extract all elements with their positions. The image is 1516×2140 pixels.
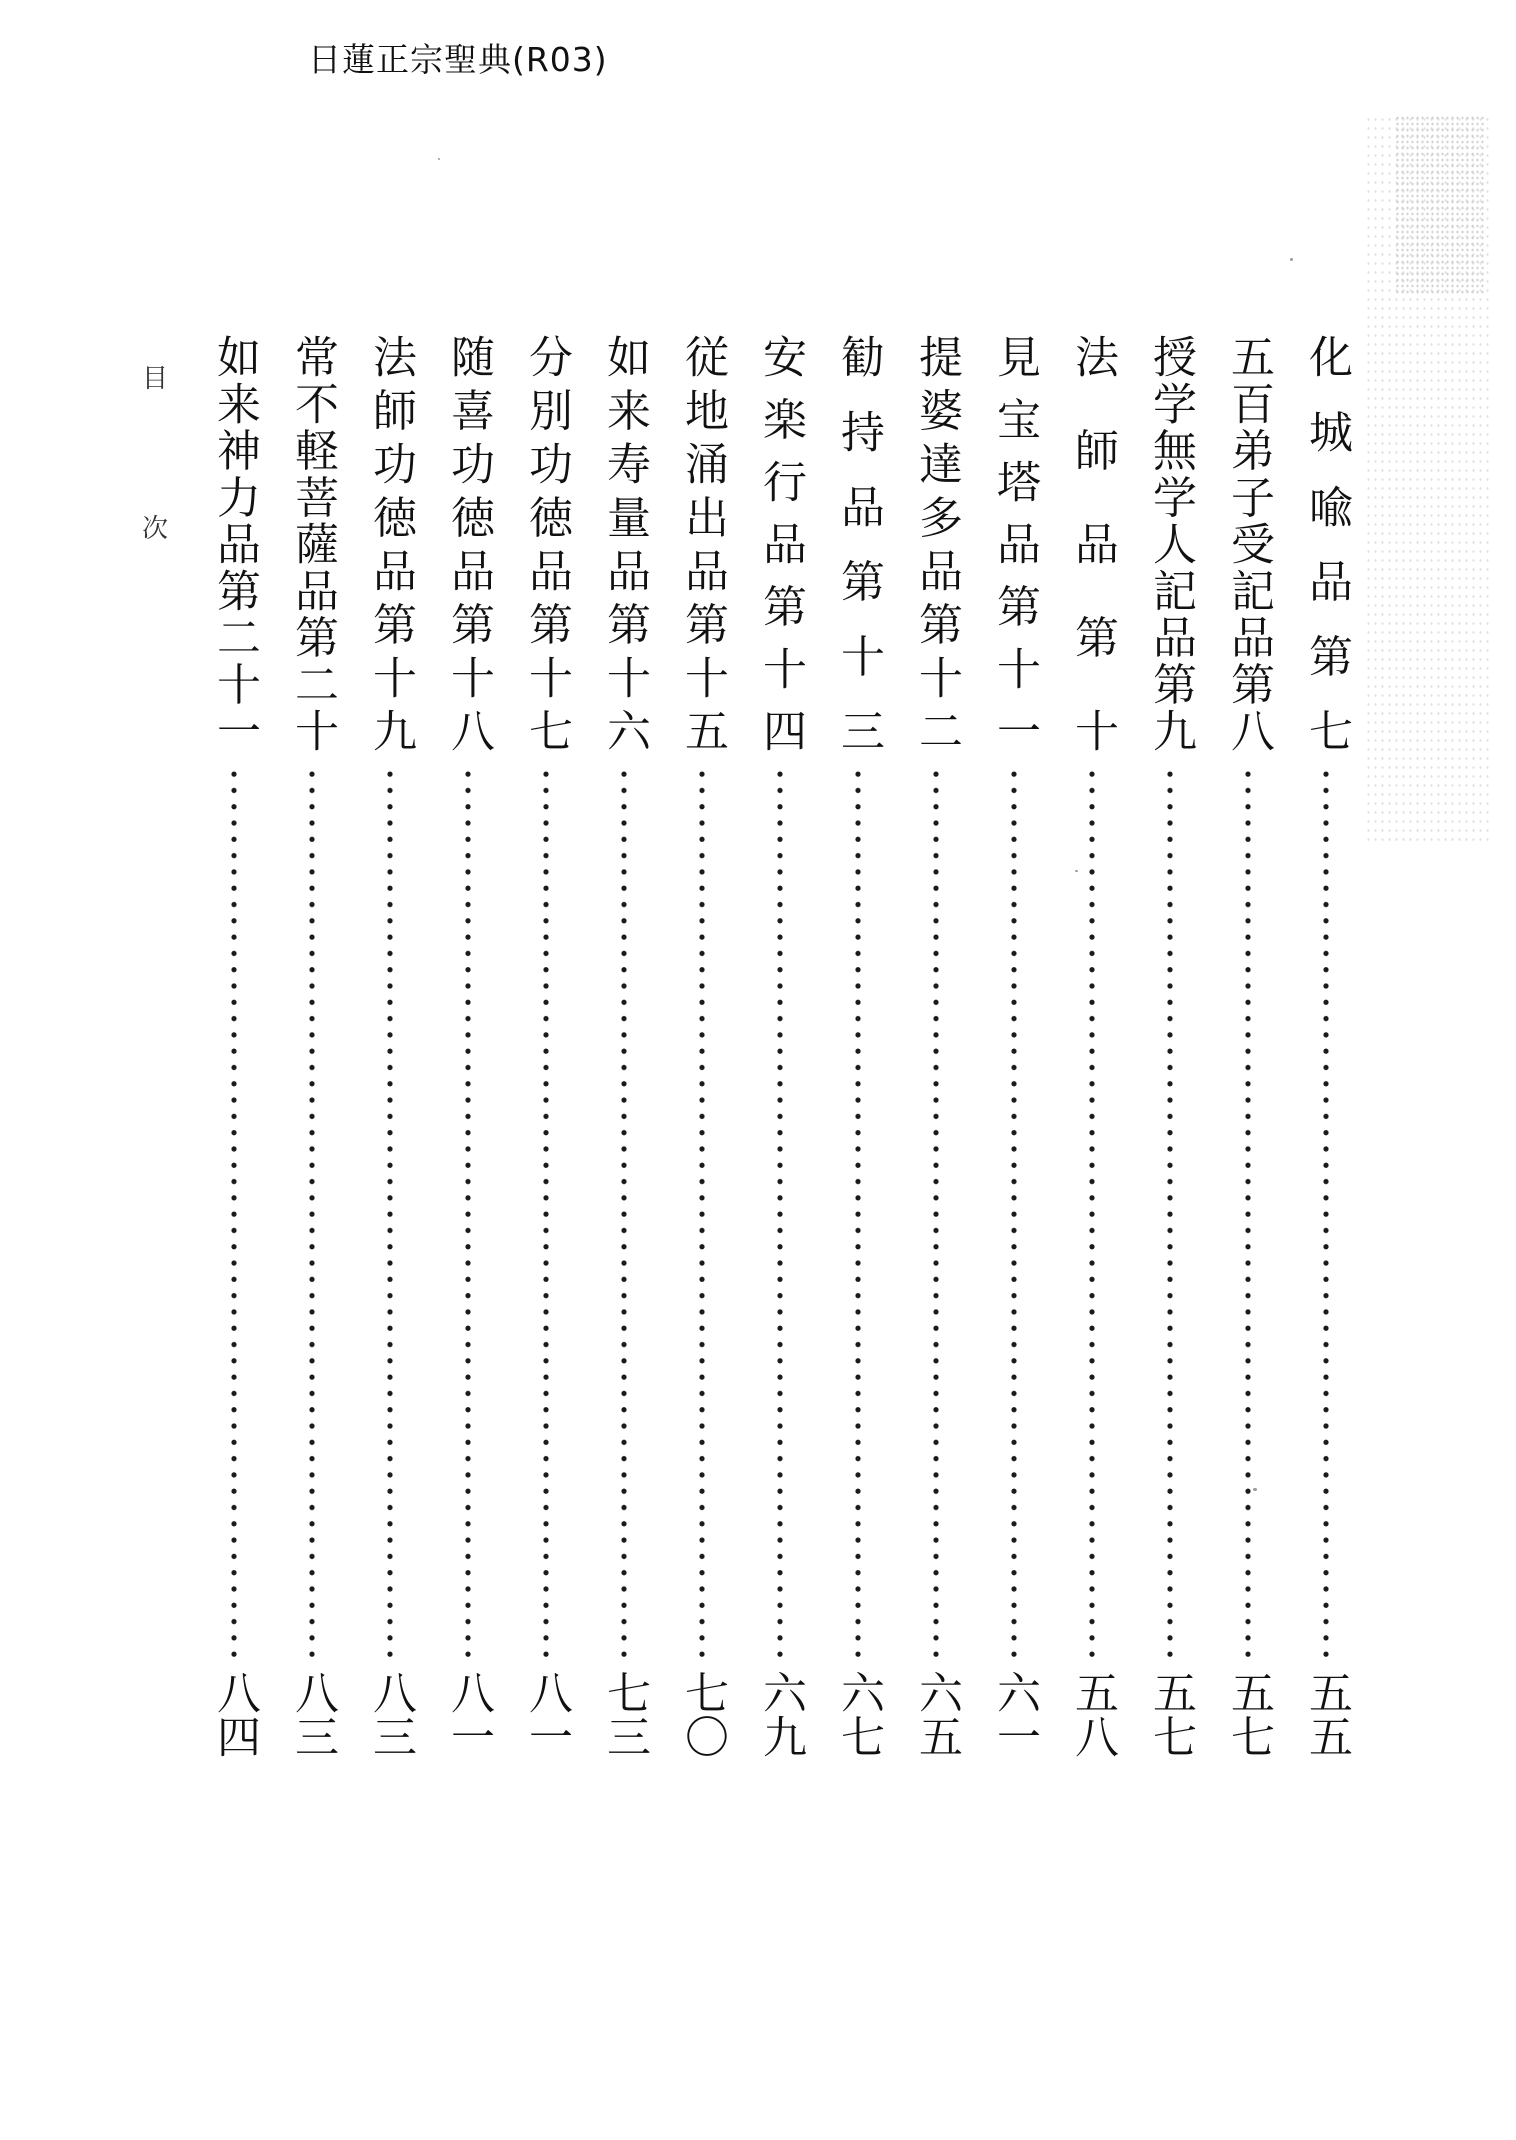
scan-speck bbox=[1290, 258, 1293, 261]
toc-entry-page: 五八 bbox=[1067, 1670, 1118, 1758]
toc-entry-title: 化城喩品第七 bbox=[1301, 334, 1352, 752]
scan-noise-dense bbox=[1395, 115, 1485, 295]
toc-entry bbox=[1064, 334, 1120, 1758]
toc-entry-title: 如来神力品第二十一 bbox=[209, 334, 260, 752]
toc-entry bbox=[1142, 334, 1198, 1758]
leader-dots bbox=[773, 766, 787, 1664]
leader-dots bbox=[1007, 766, 1021, 1664]
toc-entry bbox=[206, 334, 262, 1758]
scan-speck bbox=[438, 158, 440, 160]
toc-entry bbox=[440, 334, 496, 1758]
leader-dots bbox=[539, 766, 553, 1664]
leader-dots bbox=[851, 766, 865, 1664]
toc-entry-page: 六九 bbox=[755, 1670, 806, 1758]
scan-speck bbox=[1253, 1488, 1257, 1491]
scan-speck bbox=[1075, 870, 1078, 872]
toc-entry bbox=[830, 334, 886, 1758]
toc-entry-title: 随喜功徳品第十八 bbox=[443, 334, 494, 752]
leader-dots bbox=[1241, 766, 1255, 1664]
toc-entry-title: 如来寿量品第十六 bbox=[599, 334, 650, 752]
toc-entry-page: 六一 bbox=[989, 1670, 1040, 1758]
leader-dots bbox=[383, 766, 397, 1664]
toc-entry-page: 七三 bbox=[599, 1670, 650, 1758]
toc-entry-title: 従地涌出品第十五 bbox=[677, 334, 728, 752]
leader-dots bbox=[1085, 766, 1099, 1664]
toc-entry-title: 提婆達多品第十二 bbox=[911, 334, 962, 752]
leader-dots bbox=[1319, 766, 1333, 1664]
toc-entry-page: 五七 bbox=[1145, 1670, 1196, 1758]
toc-entry-page: 六七 bbox=[833, 1670, 884, 1758]
toc-entry-title: 法師功徳品第十九 bbox=[365, 334, 416, 752]
leader-dots bbox=[617, 766, 631, 1664]
page-header: 日蓮正宗聖典(R03) bbox=[308, 40, 608, 79]
toc-entry bbox=[284, 334, 340, 1758]
toc-entry-page: 五七 bbox=[1223, 1670, 1274, 1758]
leader-dots bbox=[695, 766, 709, 1664]
toc-entry bbox=[752, 334, 808, 1758]
toc-entry bbox=[674, 334, 730, 1758]
toc-entry-title: 法師品第十 bbox=[1067, 334, 1118, 752]
toc-entry-page: 八四 bbox=[209, 1670, 260, 1758]
leader-dots bbox=[1163, 766, 1177, 1664]
leader-dots bbox=[461, 766, 475, 1664]
leader-dots bbox=[305, 766, 319, 1664]
toc-entry-page: 八三 bbox=[365, 1670, 416, 1758]
toc-entry bbox=[362, 334, 418, 1758]
toc-entry-page: 八三 bbox=[287, 1670, 338, 1758]
toc-entry-title: 常不軽菩薩品第二十 bbox=[287, 334, 338, 752]
toc-entry-title: 分別功徳品第十七 bbox=[521, 334, 572, 752]
toc-entry bbox=[1298, 334, 1354, 1758]
toc-entry bbox=[908, 334, 964, 1758]
toc-entry bbox=[518, 334, 574, 1758]
toc-entry-title: 授学無学人記品第九 bbox=[1145, 334, 1196, 752]
toc-entry-page: 五五 bbox=[1301, 1670, 1352, 1758]
toc-label-mokuji-1: 目 bbox=[141, 364, 168, 394]
toc-entry bbox=[986, 334, 1042, 1758]
toc-entry-page: 八一 bbox=[443, 1670, 494, 1758]
toc-entry-title: 勧持品第十三 bbox=[833, 334, 884, 752]
toc-entry bbox=[1220, 334, 1276, 1758]
leader-dots bbox=[929, 766, 943, 1664]
toc-entry-title: 五百弟子受記品第八 bbox=[1223, 334, 1274, 752]
leader-dots bbox=[227, 766, 241, 1664]
toc-entry bbox=[596, 334, 652, 1758]
toc-entry-page: 七〇 bbox=[677, 1670, 728, 1758]
toc-entry-page: 六五 bbox=[911, 1670, 962, 1758]
toc-entry-title: 安楽行品第十四 bbox=[755, 334, 806, 752]
toc-entry-page: 八一 bbox=[521, 1670, 572, 1758]
toc-label-mokuji-2: 次 bbox=[141, 514, 168, 544]
toc-entry-title: 見宝塔品第十一 bbox=[989, 334, 1040, 752]
